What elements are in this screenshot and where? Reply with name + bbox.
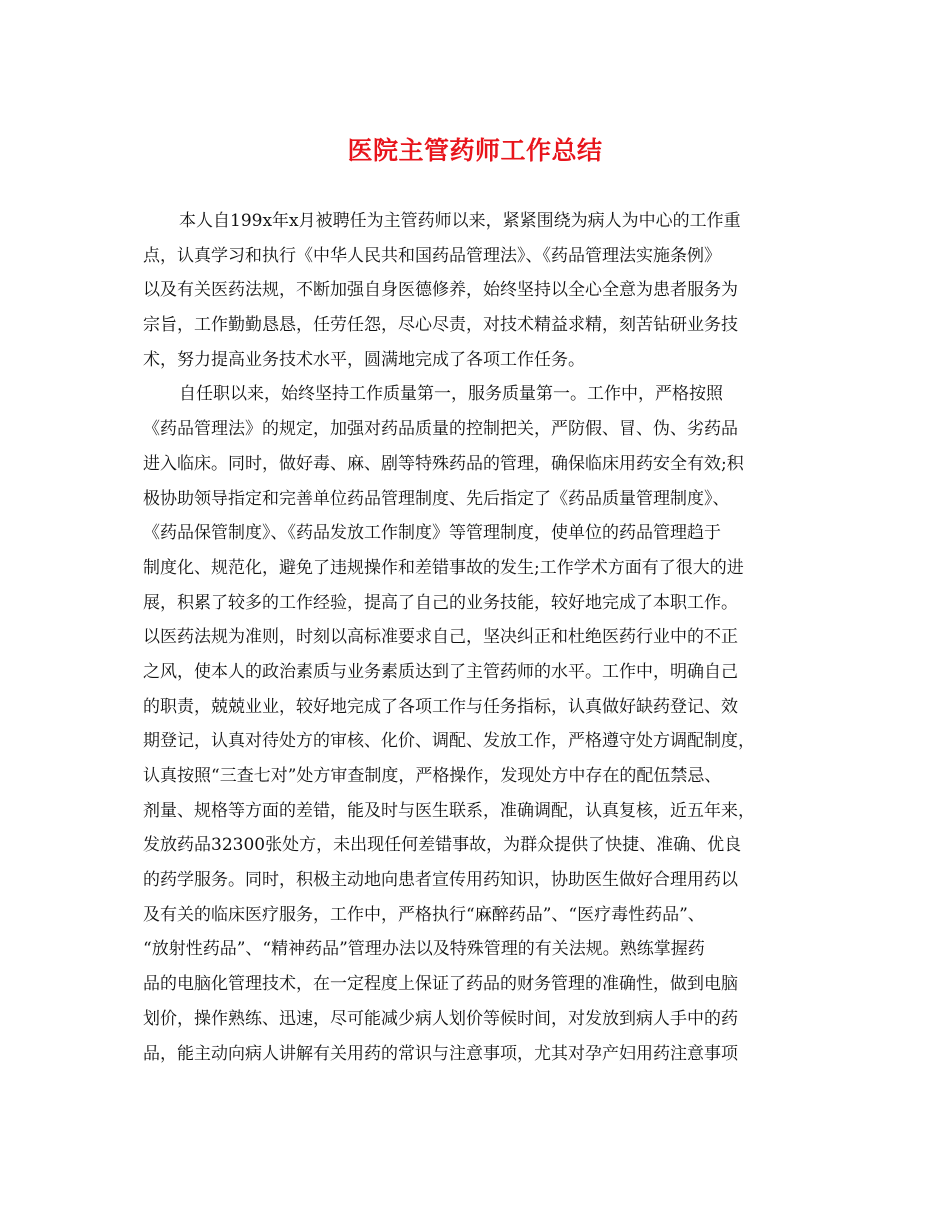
body-line: 认真按照“三查七对”处方审查制度，严格操作，发现处方中存在的配伍禁忌、 [143,766,722,786]
body-line: 之风，使本人的政治素质与业务素质达到了主管药师的水平。工作中，明确自己 [143,661,738,682]
body-line: 本人自199x年x月被聘任为主管药师以来，紧紧围绕为病人为中心的工作重 [179,211,741,231]
body-line: 品，能主动向病人讲解有关用药的常识与注意事项，尤其对孕产妇用药注意事项 [143,1043,738,1064]
body-line: 《药品保管制度》、《药品发放工作制度》等管理制度，使单位的药品管理趋于 [143,523,721,544]
body-line: 以及有关医药法规，不断加强自身医德修养，始终坚持以全心全意为患者服务为 [143,280,738,301]
body-line: 制度化、规范化，避免了违规操作和差错事故的发生;工作学术方面有了很大的进 [143,557,744,578]
body-line: 期登记，认真对待处方的审核、化价、调配、发放工作，严格遵守处方调配制度， [143,731,755,752]
body-line: 展，积累了较多的工作经验，提高了自己的业务技能，较好地完成了本职工作。 [143,592,738,613]
body-line: 划价，操作熟练、迅速，尽可能减少病人划价等候时间，对发放到病人手中的药 [143,1008,738,1029]
body-line: 的药学服务。同时，积极主动地向患者宣传用药知识，协助医生做好合理用药以 [143,870,738,891]
body-line: 进入临床。同时，做好毒、麻、剧等特殊药品的管理，确保临床用药安全有效;积 [143,453,744,474]
body-line: 发放药品32300张处方，未出现任何差错事故，为群众提供了快捷、准确、优良 [143,835,742,856]
body-line: 极协助领导指定和完善单位药品管理制度、先后指定了《药品质量管理制度》、 [143,488,730,509]
body-line: 的职责，兢兢业业，较好地完成了各项工作与任务指标，认真做好缺药登记、效 [143,696,738,717]
document-title: 医院主管药师工作总结 [347,136,603,165]
body-line: “放射性药品”、“精神药品”管理办法以及特殊管理的有关法规。熟练掌握药 [143,939,705,960]
body-line: 宗旨，工作勤勤恳恳，任劳任怨，尽心尽责，对技术精益求精，刻苦钻研业务技 [143,315,738,336]
body-line: 以医药法规为准则，时刻以高标准要求自己，坚决纠正和杜绝医药行业中的不正 [143,627,738,648]
body-line: 及有关的临床医疗服务，工作中，严格执行“麻醉药品”、“医疗毒性药品”、 [143,904,705,925]
body-line: 剂量、规格等方面的差错，能及时与医生联系，准确调配，认真复核，近五年来， [143,800,755,821]
body-line: 点，认真学习和执行《中华人民共和国药品管理法》、《药品管理法实施条例》 [143,245,721,266]
body-line: 品的电脑化管理技术，在一定程度上保证了药品的财务管理的准确性，做到电脑 [143,974,738,995]
body-line: 术，努力提高业务技术水平，圆满地完成了各项工作任务。 [143,349,585,370]
document-body [143,204,805,1071]
body-line: 《药品管理法》的规定，加强对药品质量的控制把关，严防假、冒、伪、劣药品 [143,419,738,440]
body-line: 自任职以来，始终坚持工作质量第一，服务质量第一。工作中，严格按照 [179,384,723,405]
